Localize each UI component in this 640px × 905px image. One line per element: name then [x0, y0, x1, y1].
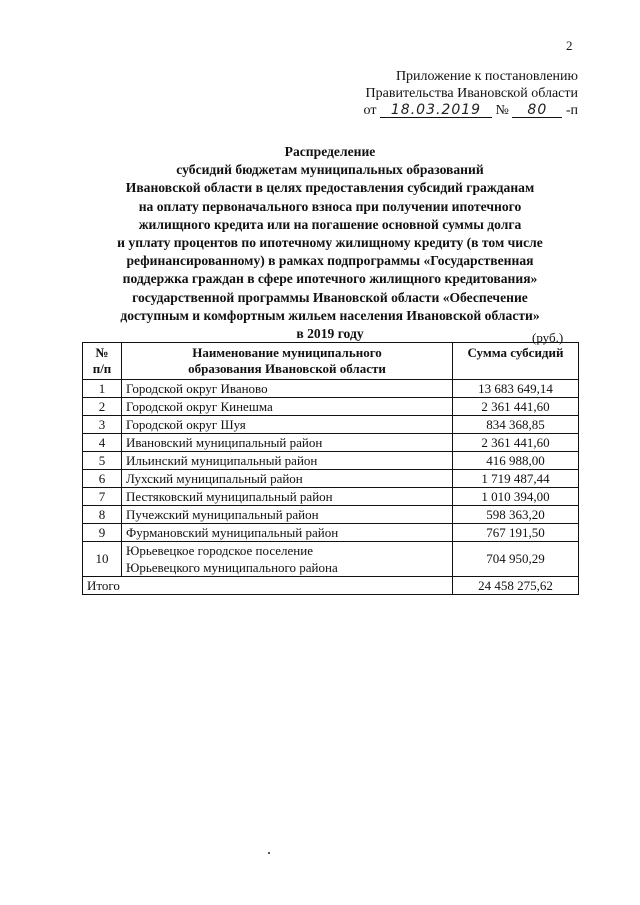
row-name: Городской округ Иваново	[122, 380, 453, 398]
row-num: 7	[83, 488, 122, 506]
table-header-row	[83, 343, 579, 380]
row-sum: 13 683 649,14	[453, 380, 579, 398]
row-name: Пучежский муниципальный район	[122, 506, 453, 524]
title-line: доступным и комфортным жильем населения Ивановской области»	[120, 307, 540, 323]
appendix-line-2: Правительства Ивановской области	[365, 86, 578, 101]
scan-speck	[268, 852, 270, 854]
table-row	[83, 416, 579, 434]
table-row	[83, 488, 579, 506]
table-row	[83, 434, 579, 452]
row-num: 9	[83, 524, 122, 542]
number-label: №	[495, 103, 509, 118]
row-sum: 834 368,85	[453, 416, 579, 434]
row-num: 4	[83, 434, 122, 452]
total-sum: 24 458 275,62	[453, 577, 579, 595]
row-num: 5	[83, 452, 122, 470]
header-num-line-2: п/п	[92, 361, 112, 376]
row-sum: 704 950,29	[453, 542, 579, 577]
row-sum: 767 191,50	[453, 524, 579, 542]
header-name	[122, 343, 453, 380]
row-sum: 2 361 441,60	[453, 398, 579, 416]
header-name-line-2: образования Ивановской области	[188, 361, 386, 376]
table-row	[83, 452, 579, 470]
row-num: 1	[83, 380, 122, 398]
header-num	[83, 343, 122, 380]
title-line: Ивановской области в целях предоставления субсидий гражданам	[125, 180, 535, 196]
row-name: Ивановский муниципальный район	[122, 434, 453, 452]
row-name: Лухский муниципальный район	[122, 470, 453, 488]
title-line: и уплату процентов по ипотечному жилищному кредиту (в том числе	[117, 235, 543, 251]
from-label: от	[363, 103, 377, 118]
table-row	[83, 506, 579, 524]
row-num: 8	[83, 506, 122, 524]
appendix-line-1: Приложение к постановлению	[395, 69, 578, 84]
title-line: Распределение	[284, 144, 376, 159]
title-line: в 2019 году	[296, 326, 364, 342]
header-sum: Сумма субсидий	[453, 343, 579, 380]
handwritten-date: 18.03.2019	[380, 103, 492, 118]
row-name: Городской округ Шуя	[122, 416, 453, 434]
table-row	[83, 380, 579, 398]
title-line: поддержка граждан в сфере ипотечного жилищного кредитования»	[122, 271, 538, 287]
row-num: 2	[83, 398, 122, 416]
table-row	[83, 542, 579, 577]
page-number: 2	[566, 38, 573, 53]
row-sum: 2 361 441,60	[453, 434, 579, 452]
subsidy-table	[82, 342, 579, 595]
row-name: Ильинский муниципальный район	[122, 452, 453, 470]
header-name-line-1: Наименование муниципального	[192, 345, 382, 360]
header-num-line-1: №	[95, 345, 109, 360]
row-num: 6	[83, 470, 122, 488]
title-line: рефинансированному) в рамках подпрограммы «Государственная	[126, 253, 534, 269]
row-name-line-2: Юрьевецкого муниципального района	[126, 560, 338, 575]
table-row	[83, 398, 579, 416]
table-row	[83, 470, 579, 488]
row-num: 10	[83, 542, 122, 577]
appendix-line-3	[278, 102, 578, 119]
row-name: Фурмановский муниципальный район	[122, 524, 453, 542]
row-sum: 416 988,00	[453, 452, 579, 470]
row-sum: 598 363,20	[453, 506, 579, 524]
table-row	[83, 524, 579, 542]
number-suffix: -п	[565, 103, 578, 118]
total-label: Итого	[83, 577, 453, 595]
row-name-line-1: Юрьевецкое городское поселение	[126, 543, 313, 558]
appendix-header	[278, 68, 578, 119]
row-num: 3	[83, 416, 122, 434]
title-line: субсидий бюджетам муниципальных образований	[176, 162, 484, 178]
title-line: жилищного кредита или на погашение основной суммы долга	[138, 216, 522, 232]
handwritten-number: 80	[512, 103, 562, 118]
currency-unit: (руб.)	[532, 330, 564, 345]
title-line: на оплату первоначального взноса при получении ипотечного	[138, 198, 522, 214]
row-sum: 1 719 487,44	[453, 470, 579, 488]
row-sum: 1 010 394,00	[453, 488, 579, 506]
row-name	[122, 542, 453, 577]
total-row	[83, 577, 579, 595]
title-line: государственной программы Ивановской области «Обеспечение	[132, 289, 528, 305]
document-title	[70, 143, 590, 343]
row-name: Пестяковский муниципальный район	[122, 488, 453, 506]
row-name: Городской округ Кинешма	[122, 398, 453, 416]
